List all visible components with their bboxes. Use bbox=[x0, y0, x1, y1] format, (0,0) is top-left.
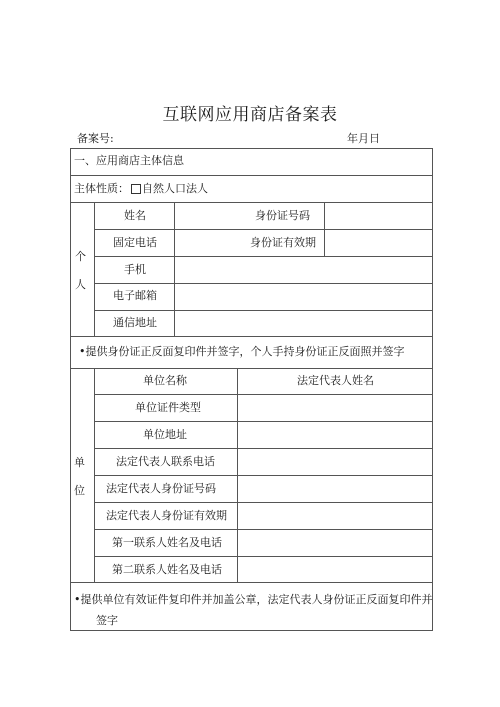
col-divider bbox=[94, 202, 95, 336]
nature-checkbox[interactable] bbox=[131, 184, 141, 194]
name-value-field[interactable] bbox=[176, 204, 249, 228]
contact2-field[interactable] bbox=[239, 558, 430, 581]
section-heading: 一、应用商店主体信息 bbox=[74, 154, 184, 167]
row-divider bbox=[70, 202, 432, 203]
row-divider bbox=[94, 310, 432, 311]
legal-id-validity-field[interactable] bbox=[239, 504, 430, 528]
contact1-label: 第一联系人姓名及电话 bbox=[112, 536, 222, 549]
nature-option: 自然人口法人 bbox=[142, 182, 208, 195]
address-label: 通信地址 bbox=[113, 316, 157, 329]
id-number-field[interactable] bbox=[326, 204, 430, 228]
fixed-phone-field[interactable] bbox=[176, 231, 249, 255]
personal-side-char: 人 bbox=[75, 278, 86, 291]
contact2-label: 第二联系人姓名及电话 bbox=[112, 563, 222, 576]
fixed-phone-label: 固定电话 bbox=[113, 236, 157, 249]
mobile-field[interactable] bbox=[176, 258, 430, 282]
cert-type-field[interactable] bbox=[239, 396, 430, 420]
row-divider bbox=[94, 529, 432, 530]
unit-name-label: 单位名称 bbox=[143, 374, 187, 387]
unit-address-label: 单位地址 bbox=[143, 428, 187, 441]
email-label: 电子邮箱 bbox=[113, 289, 157, 302]
col-divider bbox=[174, 202, 175, 336]
row-divider bbox=[70, 368, 432, 369]
unit-note-line2: 签字 bbox=[96, 614, 118, 627]
row-divider bbox=[94, 283, 432, 284]
name-label: 姓名 bbox=[124, 209, 146, 222]
unit-note-line1: •提供单位有效证件复印件并加盖公章，法定代表人身份证正反面复印件并 bbox=[74, 593, 433, 606]
unit-address-field[interactable] bbox=[239, 423, 430, 447]
table-border-bottom bbox=[70, 630, 433, 631]
row-divider bbox=[94, 229, 432, 230]
row-divider bbox=[70, 582, 432, 583]
unit-side-char: 单 bbox=[74, 456, 85, 469]
mobile-label: 手机 bbox=[124, 263, 146, 276]
legal-id-label: 法定代表人身份证号码 bbox=[106, 482, 216, 495]
row-divider bbox=[94, 475, 432, 476]
id-number-label: 身份证号码 bbox=[255, 209, 310, 222]
date-label: 年月日 bbox=[347, 132, 380, 145]
row-divider bbox=[94, 502, 432, 503]
personal-side-char: 个 bbox=[75, 250, 86, 263]
table-border-left bbox=[70, 148, 71, 630]
row-divider bbox=[70, 175, 432, 176]
row-divider bbox=[70, 336, 432, 337]
table-border-top bbox=[70, 148, 432, 149]
contact1-field[interactable] bbox=[239, 531, 430, 555]
row-divider bbox=[94, 421, 432, 422]
legal-id-field[interactable] bbox=[239, 477, 430, 501]
record-number-label: 备案号: bbox=[77, 132, 114, 145]
email-field[interactable] bbox=[176, 285, 430, 309]
table-border-right bbox=[432, 148, 433, 630]
personal-note: •提供身份证正反面复印件并签字，个人手持身份证正反面照并签字 bbox=[79, 345, 405, 358]
legal-phone-label: 法定代表人联系电话 bbox=[116, 455, 215, 468]
id-validity-label: 身份证有效期 bbox=[250, 236, 316, 249]
form-title: 互联网应用商店备案表 bbox=[162, 105, 338, 125]
cert-type-label: 单位证件类型 bbox=[135, 401, 201, 414]
legal-phone-field[interactable] bbox=[239, 450, 430, 474]
row-divider bbox=[94, 256, 432, 257]
legal-rep-name-label: 法定代表人姓名 bbox=[297, 374, 374, 387]
unit-side-char: 位 bbox=[74, 484, 85, 497]
row-divider bbox=[94, 394, 432, 395]
row-divider bbox=[94, 556, 432, 557]
row-divider bbox=[94, 448, 432, 449]
legal-id-validity-label: 法定代表人身份证有效期 bbox=[106, 509, 227, 522]
address-field[interactable] bbox=[176, 312, 430, 335]
nature-label: 主体性质： bbox=[74, 182, 129, 195]
id-validity-field[interactable] bbox=[326, 231, 430, 255]
